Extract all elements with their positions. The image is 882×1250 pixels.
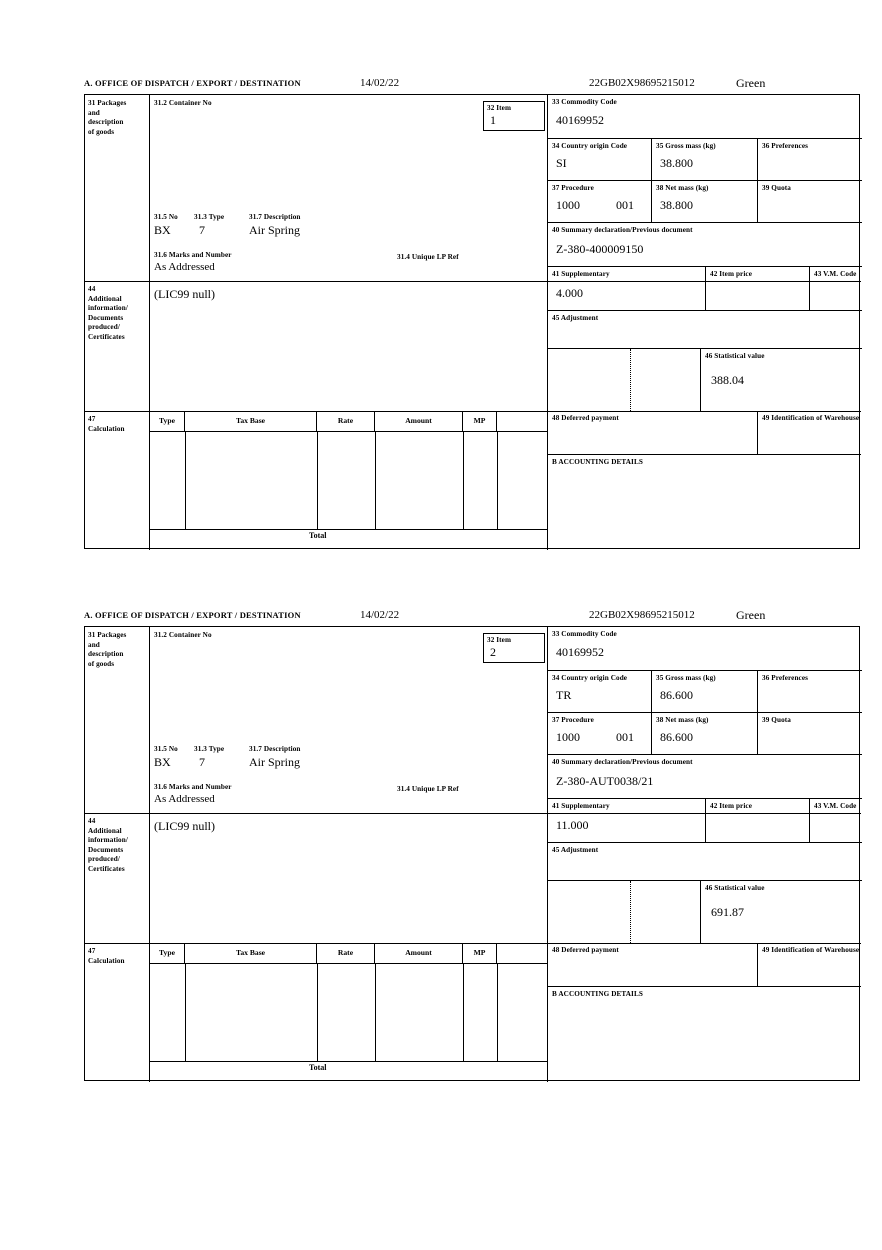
box47-label: 47 Calculation [88, 415, 125, 433]
box33-value: 40169952 [556, 645, 604, 659]
box32-value: 1 [490, 113, 496, 127]
lane-status: Green [736, 608, 766, 622]
calc-grid-line [317, 431, 318, 529]
packages-type-label: 31.3 Type [194, 745, 225, 753]
box39-label: 39 Quota [762, 184, 791, 192]
box41-value: 4.000 [556, 286, 583, 300]
box34-value: SI [556, 156, 567, 170]
form-header [84, 610, 860, 626]
box34-country-origin [548, 671, 652, 713]
box43-label: 43 V.M. Code [814, 802, 857, 810]
packages-description-label: 31.7 Description [249, 745, 301, 753]
calc-col-type: Type [149, 411, 185, 431]
box46-area [548, 349, 862, 411]
calc-grid-line [463, 431, 464, 529]
box43-vm-code [810, 799, 862, 843]
box36-label: 36 Preferences [762, 674, 809, 682]
box40-previous-document [548, 755, 862, 799]
container-no-label: 31.2 Container No [154, 99, 212, 107]
box46-area [548, 881, 862, 943]
packages-no-label: 31.5 No [154, 213, 178, 221]
box46-statistical-value [700, 881, 862, 943]
box33-value: 40169952 [556, 113, 604, 127]
box38-value: 38.800 [660, 198, 693, 212]
box38-net-mass [652, 181, 758, 223]
declaration-box [84, 94, 860, 549]
box32-value: 2 [490, 645, 496, 659]
packages-description-label: 31.7 Description [249, 213, 301, 221]
packages-no-value: BX [154, 755, 171, 769]
box38-value: 86.600 [660, 730, 693, 744]
box47-calculation-table [149, 411, 547, 550]
box40-previous-document [548, 223, 862, 267]
calc-col-tax-base: Tax Base [185, 943, 317, 963]
calc-grid-line [185, 963, 186, 1061]
calc-grid-line [497, 963, 498, 1061]
box42-label: 42 Item price [710, 270, 753, 278]
calc-col-rate: Rate [317, 411, 375, 431]
box32-label: 32 Item [487, 104, 512, 112]
packages-type-value: 7 [199, 223, 205, 237]
calculation-header-row [149, 411, 547, 432]
box35-label: 35 Gross mass (kg) [656, 142, 716, 150]
calc-grid-line [149, 431, 150, 529]
movement-reference-number: 22GB02X98695215012 [589, 77, 695, 89]
box41-label: 41 Supplementary [552, 802, 610, 810]
container-no-label: 31.2 Container No [154, 631, 212, 639]
box43-label: 43 V.M. Code [814, 270, 857, 278]
box48-label: 48 Deferred payment [552, 414, 619, 422]
calc-grid-line [149, 963, 150, 1061]
packages-type-value: 7 [199, 755, 205, 769]
calc-grid-line [463, 963, 464, 1061]
right-column [547, 95, 862, 411]
box38-net-mass [652, 713, 758, 755]
box32-label: 32 Item [487, 636, 512, 644]
box38-label: 38 Net mass (kg) [656, 716, 709, 724]
box43-vm-code [810, 267, 862, 311]
box46-label: 46 Statistical value [705, 352, 765, 360]
box48-deferred-payment [547, 411, 757, 455]
box41-label: 41 Supplementary [552, 270, 610, 278]
box37-procedure [548, 181, 652, 223]
box40-value: Z-380-AUT0038/21 [556, 774, 654, 788]
box38-label: 38 Net mass (kg) [656, 184, 709, 192]
box34-label: 34 Country origin Code [552, 142, 628, 150]
box35-value: 38.800 [660, 156, 693, 170]
box32-item [483, 633, 545, 663]
unique-lp-ref-label: 31.4 Unique LP Ref [397, 785, 459, 793]
calc-grid-line [497, 431, 498, 529]
box37-value: 1000 [556, 198, 580, 212]
box44-label: 44 Additional information/ Documents produced/ Certificates [88, 285, 128, 341]
packages-type-label: 31.3 Type [194, 213, 225, 221]
calc-col-mp: MP [463, 411, 497, 431]
box45-adjustment [548, 311, 862, 349]
movement-reference-number: 22GB02X98695215012 [589, 609, 695, 621]
calc-col-type: Type [149, 943, 185, 963]
box42-item-price [706, 267, 810, 311]
box48-label: 48 Deferred payment [552, 946, 619, 954]
left-label-column [85, 627, 150, 1082]
box32-item [483, 101, 545, 131]
box33-commodity-code [548, 627, 862, 671]
declaration-date: 14/02/22 [360, 77, 400, 89]
box46-statistical-value [700, 349, 862, 411]
box37-value: 1000 [556, 730, 580, 744]
box34-label: 34 Country origin Code [552, 674, 628, 682]
box44-area [149, 813, 547, 943]
lane-status: Green [736, 76, 766, 90]
calc-col-mp: MP [463, 943, 497, 963]
packages-no-value: BX [154, 223, 171, 237]
box33-commodity-code [548, 95, 862, 139]
box35-gross-mass [652, 139, 758, 181]
box44-value: (LIC99 null) [154, 819, 215, 833]
calc-grid-line [185, 431, 186, 529]
calc-col-amount: Amount [375, 411, 463, 431]
calc-grid-line [375, 431, 376, 529]
calculation-header-row [149, 943, 547, 964]
box41-value: 11.000 [556, 818, 589, 832]
box37-label: 37 Procedure [552, 716, 594, 724]
dotted-divider [630, 881, 631, 943]
box31-label: 31 Packages and description of goods [88, 631, 127, 668]
box33-label: 33 Commodity Code [552, 630, 617, 638]
box48-deferred-payment [547, 943, 757, 987]
box39-quota [758, 181, 862, 223]
box49-label: 49 Identification of Warehouse [762, 414, 860, 422]
calc-col-tax-base: Tax Base [185, 411, 317, 431]
box42-label: 42 Item price [710, 802, 753, 810]
box36-preferences [758, 671, 862, 713]
right-column [547, 627, 862, 943]
box49-label: 49 Identification of Warehouse [762, 946, 860, 954]
declaration-date: 14/02/22 [360, 609, 400, 621]
box37-label: 37 Procedure [552, 184, 594, 192]
box37-value2: 001 [616, 198, 634, 212]
form-header [84, 78, 860, 94]
box40-label: 40 Summary declaration/Previous document [552, 758, 693, 766]
box-b-accounting-details [547, 987, 861, 1082]
declaration-form-1 [84, 78, 860, 549]
box34-country-origin [548, 139, 652, 181]
box-b-label: B ACCOUNTING DETAILS [552, 990, 643, 998]
box40-label: 40 Summary declaration/Previous document [552, 226, 693, 234]
box-b-label: B ACCOUNTING DETAILS [552, 458, 643, 466]
box45-label: 45 Adjustment [552, 846, 599, 854]
box42-item-price [706, 799, 810, 843]
marks-and-number-value: As Addressed [154, 261, 215, 273]
box44-value: (LIC99 null) [154, 287, 215, 301]
box46-value: 691.87 [711, 905, 744, 919]
unique-lp-ref-label: 31.4 Unique LP Ref [397, 253, 459, 261]
box47-label: 47 Calculation [88, 947, 125, 965]
box41-supplementary [548, 799, 706, 843]
box45-label: 45 Adjustment [552, 314, 599, 322]
box44-label: 44 Additional information/ Documents produced/ Certificates [88, 817, 128, 873]
calc-col-rate: Rate [317, 943, 375, 963]
box35-label: 35 Gross mass (kg) [656, 674, 716, 682]
box49-warehouse-identification [757, 411, 861, 455]
box40-value: Z-380-400009150 [556, 242, 644, 256]
box39-label: 39 Quota [762, 716, 791, 724]
box35-gross-mass [652, 671, 758, 713]
declaration-form-2 [84, 610, 860, 1081]
box34-value: TR [556, 688, 572, 702]
calc-total-label: Total [309, 1063, 327, 1072]
calc-total-label: Total [309, 531, 327, 540]
left-label-column [85, 95, 150, 550]
box44-area [149, 281, 547, 411]
box49-warehouse-identification [757, 943, 861, 987]
box47-calculation-table [149, 943, 547, 1082]
box36-label: 36 Preferences [762, 142, 809, 150]
box35-value: 86.600 [660, 688, 693, 702]
box46-value: 388.04 [711, 373, 744, 387]
box46-label: 46 Statistical value [705, 884, 765, 892]
box31-label: 31 Packages and description of goods [88, 99, 127, 136]
declaration-box [84, 626, 860, 1081]
calc-bottom-line [149, 529, 547, 530]
box33-label: 33 Commodity Code [552, 98, 617, 106]
box37-procedure [548, 713, 652, 755]
calc-bottom-line [149, 1061, 547, 1062]
packages-description-value: Air Spring [249, 223, 300, 237]
calc-grid-line [317, 963, 318, 1061]
office-of-dispatch-label: A. OFFICE OF DISPATCH / EXPORT / DESTINATION [84, 78, 301, 88]
dotted-divider [630, 349, 631, 411]
calc-col-amount: Amount [375, 943, 463, 963]
packages-description-value: Air Spring [249, 755, 300, 769]
marks-and-number-label: 31.6 Marks and Number [154, 251, 232, 259]
box45-adjustment [548, 843, 862, 881]
office-of-dispatch-label: A. OFFICE OF DISPATCH / EXPORT / DESTINATION [84, 610, 301, 620]
box-b-accounting-details [547, 455, 861, 550]
marks-and-number-value: As Addressed [154, 793, 215, 805]
calc-grid-line [375, 963, 376, 1061]
box41-supplementary [548, 267, 706, 311]
marks-and-number-label: 31.6 Marks and Number [154, 783, 232, 791]
packages-no-label: 31.5 No [154, 745, 178, 753]
box36-preferences [758, 139, 862, 181]
box37-value2: 001 [616, 730, 634, 744]
box39-quota [758, 713, 862, 755]
